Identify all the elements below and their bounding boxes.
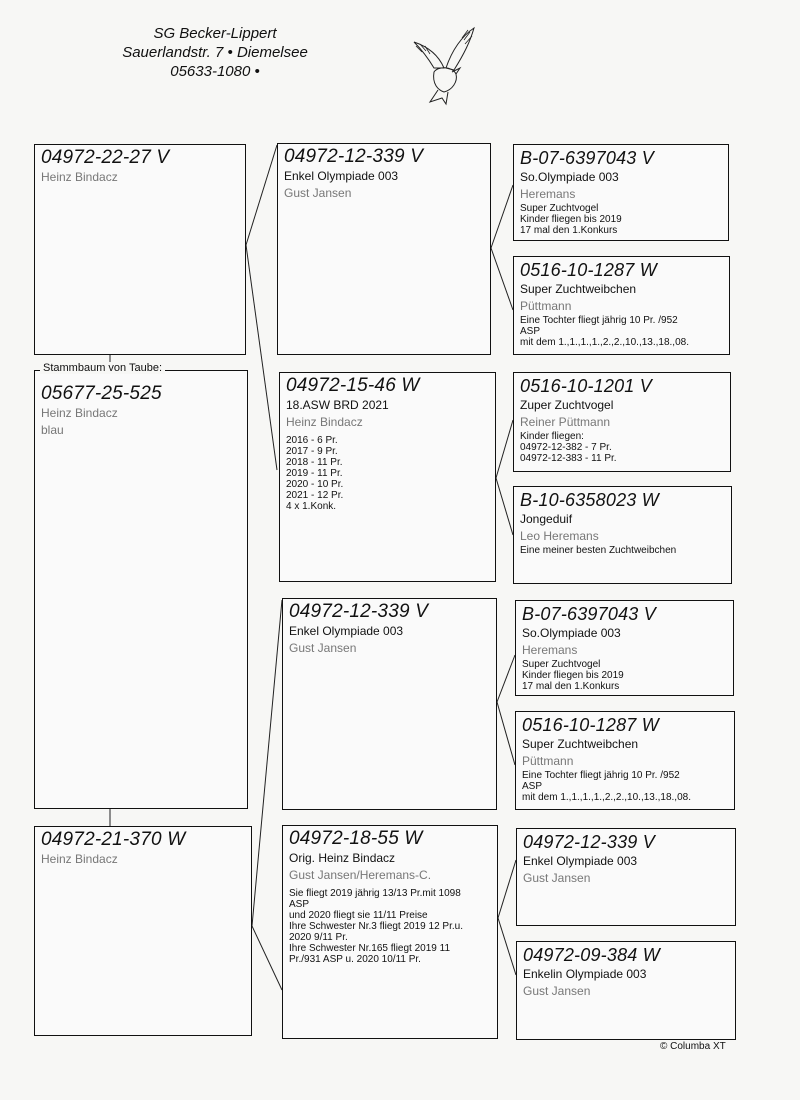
mmf-ring: 04972-12-339 V bbox=[523, 832, 655, 852]
mmm-ring: 04972-09-384 W bbox=[523, 945, 660, 965]
fff-name: So.Olympiade 003 bbox=[520, 170, 619, 184]
mother-ring-number: 04972-21-370 W bbox=[41, 829, 186, 850]
note-line: Eine Tochter fliegt jährig 10 Pr. /952 bbox=[522, 770, 680, 781]
paternal-grandmother-card bbox=[279, 372, 496, 582]
mother-owner: Heinz Bindacz bbox=[41, 852, 118, 866]
fff-card bbox=[513, 144, 729, 241]
mfm-ring: 0516-10-1287 W bbox=[522, 715, 659, 735]
mmf-owner: Gust Jansen bbox=[523, 871, 591, 885]
maternal-grandmother-owner: Gust Jansen/Heremans-C. bbox=[289, 868, 432, 882]
maternal-grandmother-notes bbox=[289, 888, 491, 965]
mfm-name: Super Zuchtweibchen bbox=[522, 737, 639, 751]
fmf-ring: 0516-10-1201 V bbox=[520, 376, 652, 396]
note-line: Super Zuchtvogel bbox=[520, 203, 599, 214]
mff-owner: Heremans bbox=[522, 643, 578, 657]
note-line: Kinder fliegen bis 2019 bbox=[522, 670, 624, 681]
note-line: mit dem 1.,1.,1.,1.,2.,2.,10.,13.,18.,08. bbox=[522, 792, 691, 803]
fff-ring: B-07-6397043 V bbox=[520, 148, 654, 168]
note-line: ASP bbox=[522, 781, 543, 792]
father-owner: Heinz Bindacz bbox=[41, 170, 118, 184]
note-line: 17 mal den 1.Konkurs bbox=[522, 681, 620, 692]
note-line: Pr./931 ASP u. 2020 10/11 Pr. bbox=[289, 954, 421, 965]
mfm-card bbox=[515, 711, 735, 810]
note-line: Kinder fliegen: bbox=[520, 431, 584, 442]
fmf-owner: Reiner Püttmann bbox=[520, 415, 611, 429]
note-line: 2016 - 6 Pr. bbox=[286, 435, 338, 446]
mmm-name: Enkelin Olympiade 003 bbox=[523, 967, 647, 981]
mmm-card bbox=[516, 941, 736, 1040]
mother-card bbox=[34, 826, 252, 1036]
fmf-card bbox=[513, 372, 731, 472]
note-line: 4 x 1.Konk. bbox=[286, 501, 337, 512]
pigeon-ring-number: 05677-25-525 bbox=[41, 383, 162, 404]
mmf-name: Enkel Olympiade 003 bbox=[523, 854, 638, 868]
note-line: 17 mal den 1.Konkurs bbox=[520, 225, 618, 236]
note-line: Super Zuchtvogel bbox=[522, 659, 601, 670]
fmm-card bbox=[513, 486, 732, 584]
note-line: ASP bbox=[520, 326, 541, 337]
note-line: Ihre Schwester Nr.3 fliegt 2019 12 Pr.u. bbox=[289, 921, 463, 932]
note-line: 2020 - 10 Pr. bbox=[286, 479, 344, 490]
fmm-owner: Leo Heremans bbox=[520, 529, 599, 543]
mfm-owner: Püttmann bbox=[522, 754, 574, 768]
ffm-card bbox=[513, 256, 730, 355]
maternal-grandmother-name: Orig. Heinz Bindacz bbox=[289, 851, 396, 865]
maternal-grandfather-card bbox=[282, 598, 497, 810]
note-line: Eine meiner besten Zuchtweibchen bbox=[520, 545, 677, 556]
note-line: 2018 - 11 Pr. bbox=[286, 457, 343, 468]
note-line: 04972-12-383 - 11 Pr. bbox=[520, 453, 617, 464]
note-line: Kinder fliegen bis 2019 bbox=[520, 214, 622, 225]
maternal-grandmother-ring: 04972-18-55 W bbox=[289, 828, 423, 849]
pigeon-owner: Heinz Bindacz bbox=[41, 406, 118, 420]
paternal-grandmother-owner: Heinz Bindacz bbox=[286, 415, 363, 429]
paternal-grandfather-ring: 04972-12-339 V bbox=[284, 146, 424, 167]
breeder-name: SG Becker-Lippert bbox=[153, 25, 277, 42]
note-line: mit dem 1.,1.,1.,1.,2.,2.,10.,13.,18.,08. bbox=[520, 337, 689, 348]
note-line: Sie fliegt 2019 jährig 13/13 Pr.mit 1098 bbox=[289, 888, 461, 899]
note-line: ASP bbox=[289, 899, 310, 910]
paternal-grandmother-ring: 04972-15-46 W bbox=[286, 375, 420, 396]
note-line: 04972-12-382 - 7 Pr. bbox=[520, 442, 612, 453]
ffm-owner: Püttmann bbox=[520, 299, 572, 313]
pigeon-card bbox=[34, 370, 248, 809]
ffm-ring: 0516-10-1287 W bbox=[520, 260, 657, 280]
fmm-ring: B-10-6358023 W bbox=[520, 490, 659, 510]
maternal-grandfather-owner: Gust Jansen bbox=[289, 641, 357, 655]
note-line: 2019 - 11 Pr. bbox=[286, 468, 343, 479]
paternal-grandfather-owner: Gust Jansen bbox=[284, 186, 352, 200]
paternal-grandmother-notes bbox=[286, 435, 489, 512]
note-line: Ihre Schwester Nr.165 fliegt 2019 11 bbox=[289, 943, 451, 954]
paternal-grandmother-name: 18.ASW BRD 2021 bbox=[286, 398, 389, 412]
father-ring-number: 04972-22-27 V bbox=[41, 147, 170, 168]
pedigree-caption: Stammbaum von Taube: bbox=[40, 362, 165, 374]
mff-card bbox=[515, 600, 734, 696]
mmf-card bbox=[516, 828, 736, 926]
breeder-address: Sauerlandstr. 7 • Diemelsee bbox=[122, 44, 308, 61]
copyright-footer: © Columba XT bbox=[660, 1041, 726, 1052]
mff-name: So.Olympiade 003 bbox=[522, 626, 621, 640]
pigeon-color: blau bbox=[41, 423, 64, 437]
note-line: 2021 - 12 Pr. bbox=[286, 490, 344, 501]
father-card bbox=[34, 144, 246, 355]
note-line: Eine Tochter fliegt jährig 10 Pr. /952 bbox=[520, 315, 678, 326]
fmm-name: Jongeduif bbox=[520, 512, 573, 526]
note-line: 2017 - 9 Pr. bbox=[286, 446, 338, 457]
paternal-grandfather-name: Enkel Olympiade 003 bbox=[284, 169, 399, 183]
mmm-owner: Gust Jansen bbox=[523, 984, 591, 998]
maternal-grandmother-card bbox=[282, 825, 498, 1039]
maternal-grandfather-name: Enkel Olympiade 003 bbox=[289, 624, 404, 638]
fff-owner: Heremans bbox=[520, 187, 576, 201]
paternal-grandfather-card bbox=[277, 143, 491, 355]
breeder-phone: 05633-1080 • bbox=[170, 63, 260, 80]
note-line: und 2020 fliegt sie 11/11 Preise bbox=[289, 910, 428, 921]
note-line: 2020 9/11 Pr. bbox=[289, 932, 348, 943]
fmf-name: Zuper Zuchtvogel bbox=[520, 398, 614, 412]
mff-ring: B-07-6397043 V bbox=[522, 604, 656, 624]
ffm-name: Super Zuchtweibchen bbox=[520, 282, 637, 296]
maternal-grandfather-ring: 04972-12-339 V bbox=[289, 601, 429, 622]
